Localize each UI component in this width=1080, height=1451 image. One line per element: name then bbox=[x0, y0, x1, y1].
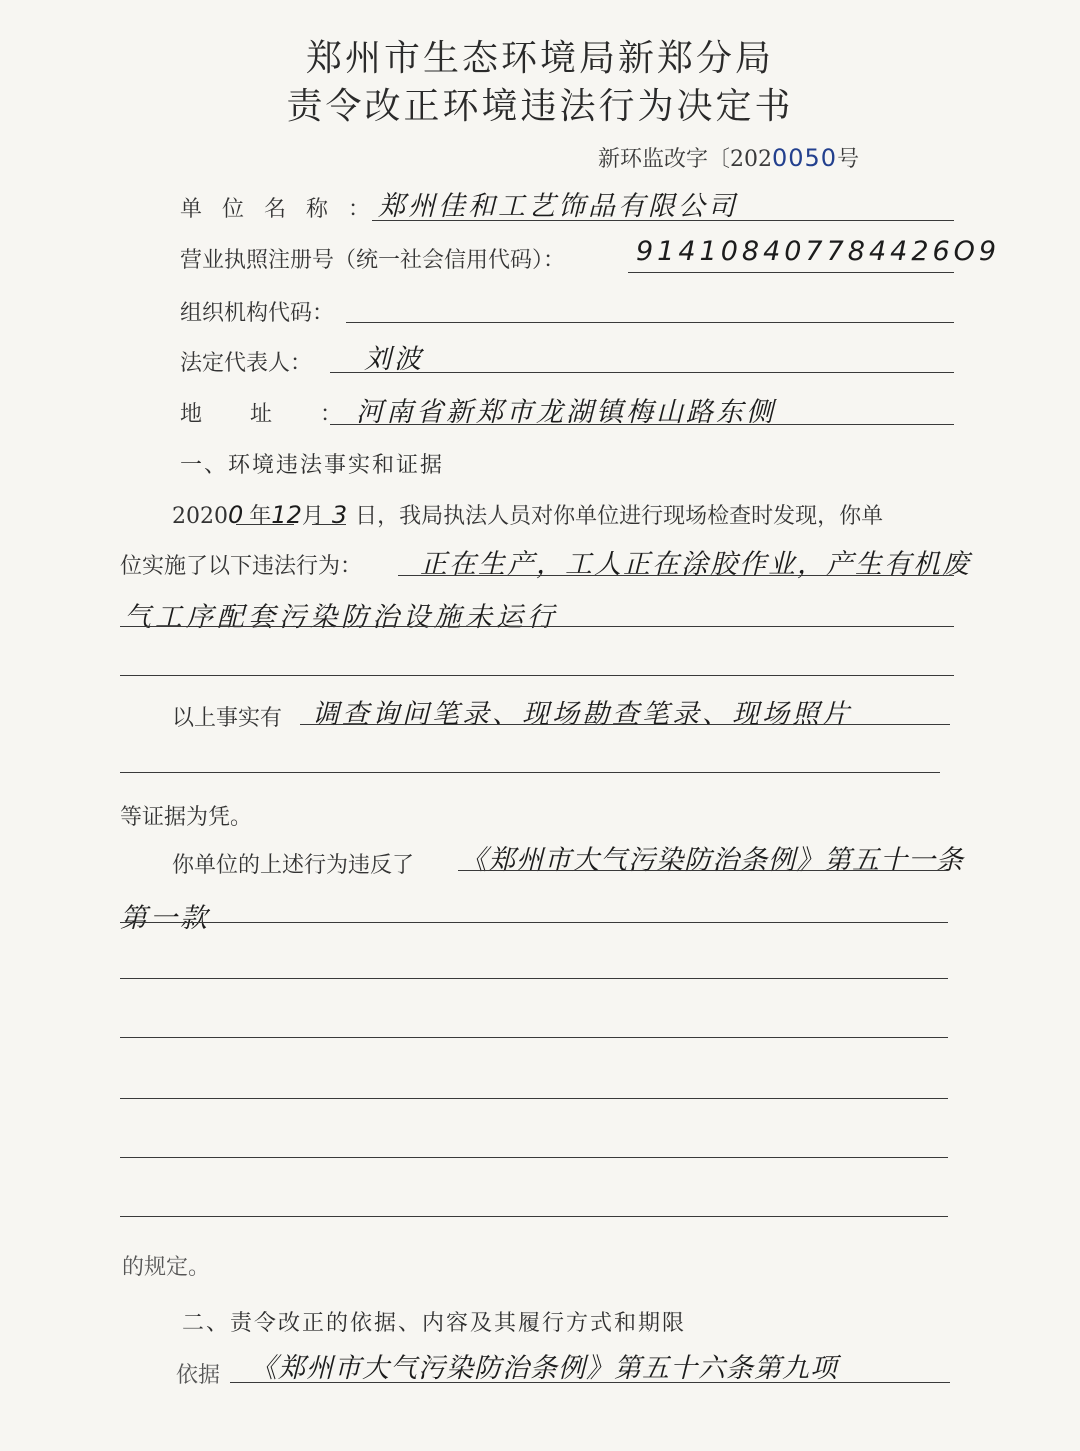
date-day-underline bbox=[312, 524, 346, 525]
inspection-sentence-1: 日，我局执法人员对你单位进行现场检查时发现，你单 bbox=[355, 504, 884, 529]
date-year-hand: 0 bbox=[228, 501, 244, 529]
law-hand-line1: 《郑州市大气污染防治条例》第五十一条 bbox=[460, 845, 964, 876]
inspection-sentence-line1 bbox=[172, 499, 883, 530]
document-title-line1: 郑州市生态环境局新郑分局 bbox=[305, 38, 774, 79]
date-nian: 年 bbox=[249, 504, 272, 529]
license-value: 914108407784426O9 bbox=[636, 236, 1001, 267]
evidence-end: 等证据为凭。 bbox=[120, 805, 253, 830]
address-underline bbox=[330, 424, 954, 425]
evidence-hand: 调查询问笔录、现场勘查笔录、现场照片 bbox=[312, 699, 852, 730]
violation-hand-line1: 正在生产，工人正在涂胶作业，产生有机废 bbox=[420, 549, 971, 580]
basis-label: 依据 bbox=[176, 1363, 221, 1388]
date-year-underline bbox=[236, 524, 264, 525]
law-underline-3 bbox=[120, 978, 948, 979]
doc-number-prefix: 新环监改字〔202 bbox=[598, 147, 772, 172]
law-underline-2 bbox=[120, 922, 948, 923]
law-hand-line2: 第一款 bbox=[120, 903, 210, 934]
doc-number-suffix: 号 bbox=[837, 147, 860, 172]
law-end: 的规定。 bbox=[122, 1255, 211, 1280]
violation-hand-line2: 气工序配套污染防治设施未运行 bbox=[124, 602, 558, 633]
law-underline-6 bbox=[120, 1157, 948, 1158]
date-day-hand: 3 bbox=[331, 501, 348, 529]
org-code-label: 组织机构代码： bbox=[180, 301, 335, 326]
unit-name-value: 郑州佳和工艺饰品有限公司 bbox=[378, 191, 738, 222]
doc-number-stamp: 0050 bbox=[772, 144, 838, 172]
inspection-sentence-line2: 位实施了以下违法行为： bbox=[120, 554, 363, 579]
violation-underline-3 bbox=[120, 675, 954, 676]
license-underline bbox=[628, 272, 954, 273]
legal-rep-value: 刘波 bbox=[364, 344, 424, 375]
law-underline-5 bbox=[120, 1098, 948, 1099]
address-value: 河南省新郑市龙湖镇梅山路东侧 bbox=[356, 397, 776, 428]
unit-name-label: 单位名称： bbox=[180, 197, 391, 222]
legal-rep-underline bbox=[330, 372, 954, 373]
law-label: 你单位的上述行为违反了 bbox=[172, 853, 415, 878]
basis-hand: 《郑州市大气污染防治条例》第五十六条第九项 bbox=[250, 1353, 838, 1384]
evidence-underline-2 bbox=[120, 772, 940, 773]
date-month-underline bbox=[264, 524, 294, 525]
document-number bbox=[598, 142, 859, 173]
date-year-printed: 2020 bbox=[172, 504, 228, 529]
law-underline-7 bbox=[120, 1216, 948, 1217]
address-label: 地址： bbox=[180, 402, 391, 427]
evidence-label: 以上事实有 bbox=[172, 706, 283, 731]
section1-heading: 一、环境违法事实和证据 bbox=[180, 453, 445, 478]
violation-underline-2 bbox=[120, 626, 954, 627]
law-underline-4 bbox=[120, 1037, 948, 1038]
date-month-hand: 12 bbox=[271, 501, 302, 529]
date-yue: 月 bbox=[301, 504, 324, 529]
basis-underline bbox=[230, 1382, 950, 1383]
unit-name-underline bbox=[372, 220, 954, 221]
law-underline-1 bbox=[458, 870, 948, 871]
license-label: 营业执照注册号（统一社会信用代码）： bbox=[180, 248, 566, 273]
org-code-underline bbox=[346, 322, 954, 323]
evidence-underline-1 bbox=[300, 724, 950, 725]
legal-rep-label: 法定代表人： bbox=[180, 351, 313, 376]
section2-heading: 二、责令改正的依据、内容及其履行方式和期限 bbox=[182, 1311, 687, 1336]
violation-underline-1 bbox=[398, 575, 954, 576]
document-title-line2: 责令改正环境违法行为决定书 bbox=[286, 86, 794, 127]
